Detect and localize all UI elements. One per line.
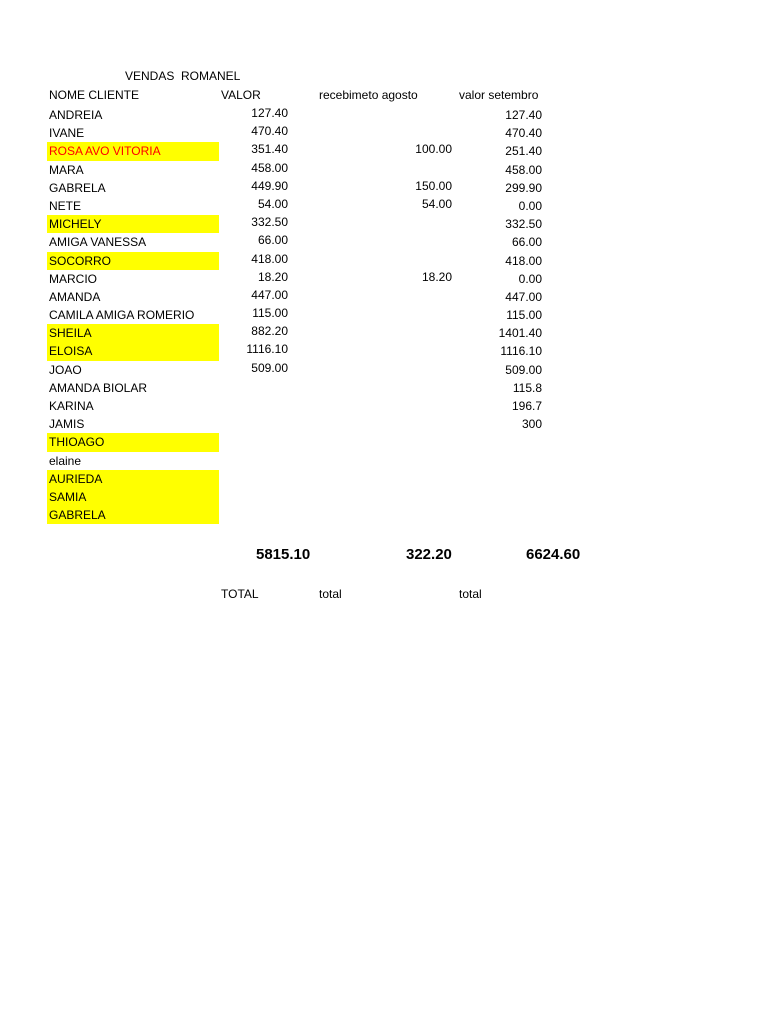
recebimento-cell[interactable] [392, 504, 452, 522]
table-row [0, 324, 768, 342]
client-name-cell[interactable]: IVANE [49, 126, 85, 141]
valor-cell[interactable]: 127.40 [251, 106, 288, 120]
client-name-cell[interactable]: JAMIS [49, 417, 85, 432]
setembro-cell[interactable]: 66.00 [511, 235, 542, 250]
valor-cell[interactable] [228, 431, 288, 449]
setembro-cell[interactable]: 447.00 [505, 289, 542, 304]
setembro-cell[interactable]: 115.00 [506, 308, 542, 323]
recebimento-cell[interactable] [392, 377, 452, 395]
table-row [0, 124, 768, 142]
setembro-cell[interactable]: 299.90 [505, 180, 542, 195]
client-name-cell[interactable]: MICHELY [47, 215, 219, 233]
setembro-cell[interactable]: 470.40 [505, 126, 542, 141]
total-recebimento: 322.20 [406, 546, 452, 563]
valor-cell[interactable] [228, 504, 288, 522]
recebimento-cell[interactable] [392, 486, 452, 504]
table-row [0, 452, 768, 470]
setembro-cell[interactable]: 127.40 [505, 108, 542, 122]
valor-cell[interactable]: 418.00 [251, 251, 288, 266]
table-row [0, 415, 768, 433]
recebimento-cell[interactable] [392, 304, 452, 322]
setembro-cell[interactable]: 0.00 [518, 271, 542, 286]
client-name-cell[interactable]: THIOAGO [47, 433, 219, 451]
valor-cell[interactable]: 458.00 [251, 160, 288, 175]
valor-cell[interactable]: 332.50 [251, 215, 288, 230]
table-row [0, 433, 768, 451]
setembro-cell[interactable]: 196.7 [511, 399, 542, 413]
header-valor-setembro: valor setembro [459, 88, 539, 102]
total-label-setembro: total [459, 587, 482, 601]
client-name-cell[interactable]: GABRELA [47, 506, 219, 524]
setembro-cell[interactable] [482, 506, 542, 524]
valor-cell[interactable]: 1116.10 [246, 342, 288, 357]
recebimento-cell[interactable] [392, 159, 452, 177]
client-name-cell[interactable]: ROSA AVO VITORIA [47, 142, 219, 160]
header-nome-cliente: NOME CLIENTE [49, 88, 140, 102]
recebimento-cell[interactable]: 100.00 [415, 142, 452, 157]
recebimento-cell[interactable] [392, 431, 452, 449]
client-name-cell[interactable]: JOAO [49, 362, 82, 377]
table-row [0, 288, 768, 306]
client-rows [0, 106, 768, 524]
recebimento-cell[interactable] [392, 359, 452, 377]
setembro-cell[interactable] [482, 470, 542, 488]
valor-cell[interactable]: 18.20 [257, 269, 288, 284]
valor-cell[interactable]: 882.20 [251, 324, 288, 339]
client-name-cell[interactable]: MARA [49, 162, 84, 177]
valor-cell[interactable]: 509.00 [251, 360, 288, 375]
valor-cell[interactable]: 351.40 [251, 142, 288, 157]
table-row [0, 342, 768, 360]
client-name-cell[interactable]: GABRELA [49, 180, 106, 195]
table-row [0, 361, 768, 379]
recebimento-cell[interactable] [392, 286, 452, 304]
table-row [0, 252, 768, 270]
table-row [0, 106, 768, 124]
valor-cell[interactable] [228, 450, 288, 468]
client-name-cell[interactable]: SHEILA [47, 324, 219, 342]
client-name-cell[interactable]: ELOISA [47, 342, 219, 360]
valor-cell[interactable]: 470.40 [251, 124, 288, 139]
table-row [0, 488, 768, 506]
valor-cell[interactable]: 449.90 [251, 178, 288, 193]
setembro-cell[interactable]: 1116.10 [500, 344, 542, 359]
client-name-cell[interactable]: SAMIA [47, 488, 219, 506]
table-row [0, 179, 768, 197]
recebimento-cell[interactable]: 18.20 [421, 269, 452, 284]
total-setembro: 6624.60 [526, 546, 581, 563]
setembro-cell[interactable]: 418.00 [505, 253, 542, 268]
setembro-cell[interactable]: 1401.40 [498, 326, 542, 341]
setembro-cell[interactable] [482, 452, 542, 470]
table-row [0, 197, 768, 215]
client-name-cell[interactable]: KARINA [49, 399, 94, 413]
recebimento-cell[interactable] [392, 450, 452, 468]
total-label-recebimento: total [319, 587, 342, 601]
valor-cell[interactable] [228, 468, 288, 486]
recebimento-cell[interactable] [392, 468, 452, 486]
client-name-cell[interactable]: SOCORRO [47, 252, 219, 270]
recebimento-cell[interactable] [392, 213, 452, 231]
valor-cell[interactable] [228, 486, 288, 504]
client-name-cell[interactable]: CAMILA AMIGA ROMERIO [49, 308, 195, 323]
valor-cell[interactable] [228, 377, 288, 395]
setembro-cell[interactable]: 0.00 [518, 198, 542, 213]
setembro-cell[interactable]: 251.40 [505, 144, 542, 159]
valor-cell[interactable] [228, 395, 288, 413]
valor-cell[interactable]: 54.00 [257, 196, 288, 211]
table-row [0, 379, 768, 397]
client-name-cell[interactable]: elaine [49, 453, 82, 468]
table-row [0, 397, 768, 415]
recebimento-cell[interactable] [392, 250, 452, 268]
client-name-cell[interactable]: NETE [49, 198, 82, 213]
setembro-cell[interactable]: 332.50 [505, 217, 542, 232]
client-name-cell[interactable]: AURIEDA [47, 470, 219, 488]
table-row [0, 161, 768, 179]
recebimento-cell[interactable]: 150.00 [415, 178, 452, 193]
setembro-cell[interactable] [482, 433, 542, 451]
client-name-cell[interactable]: AMIGA VANESSA [49, 235, 147, 250]
header-valor: VALOR [221, 88, 261, 102]
recebimento-cell[interactable] [392, 340, 452, 358]
table-row [0, 306, 768, 324]
setembro-cell[interactable] [482, 488, 542, 506]
recebimento-cell[interactable]: 54.00 [421, 196, 452, 211]
recebimento-cell[interactable] [392, 231, 452, 249]
client-name-cell[interactable]: MARCIO [49, 271, 97, 286]
table-row [0, 215, 768, 233]
valor-cell[interactable] [228, 413, 288, 431]
setembro-cell[interactable]: 115.8 [512, 380, 542, 395]
total-valor: 5815.10 [256, 546, 311, 563]
valor-cell[interactable]: 66.00 [257, 233, 288, 248]
setembro-cell[interactable]: 509.00 [505, 362, 542, 377]
recebimento-cell[interactable] [392, 322, 452, 340]
recebimento-cell[interactable] [392, 104, 452, 122]
recebimento-cell[interactable] [392, 413, 452, 431]
setembro-cell[interactable]: 458.00 [505, 162, 542, 177]
recebimento-cell[interactable] [392, 122, 452, 140]
valor-cell[interactable]: 115.00 [252, 306, 288, 321]
table-row [0, 270, 768, 288]
table-row [0, 506, 768, 524]
setembro-cell[interactable]: 300 [521, 417, 542, 432]
recebimento-cell[interactable] [392, 395, 452, 413]
sheet-title: VENDAS ROMANEL [125, 69, 241, 83]
table-row [0, 142, 768, 160]
header-recebimento-agosto: recebimeto agosto [319, 88, 418, 102]
table-row [0, 470, 768, 488]
valor-cell[interactable]: 447.00 [251, 287, 288, 302]
client-name-cell[interactable]: ANDREIA [49, 108, 103, 122]
table-row [0, 233, 768, 251]
client-name-cell[interactable]: AMANDA BIOLAR [49, 380, 148, 395]
total-label-valor: TOTAL [221, 587, 259, 601]
client-name-cell[interactable]: AMANDA [49, 289, 101, 304]
